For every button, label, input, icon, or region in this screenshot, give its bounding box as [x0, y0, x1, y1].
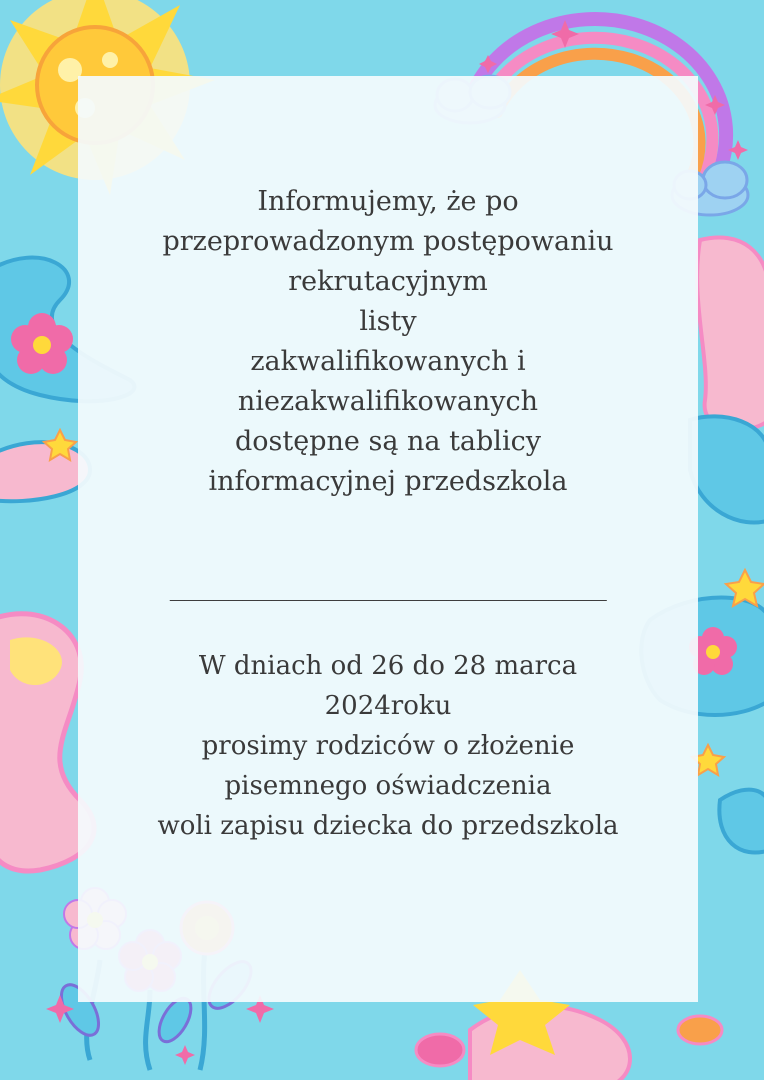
announcement-line: woli zapisu dziecka do przedszkola	[157, 811, 619, 841]
notice-line: dostępne są na tablicy	[235, 426, 541, 457]
announcement-line: W dniach od 26 do 28 marca	[198, 651, 578, 681]
divider-line: ______________________________	[169, 572, 607, 601]
announcement-line: 2024roku	[324, 691, 452, 721]
announcement-line: prosimy rodziców o złożenie	[201, 731, 575, 761]
notice-line: Informujemy, że po	[257, 186, 519, 217]
notice-line: zakwalifikowanych i	[250, 346, 526, 377]
notice-line: niezakwalifikowanych	[237, 386, 539, 417]
notice-line: listy	[359, 306, 417, 337]
announcement-line: pisemnego oświadczenia	[224, 771, 552, 801]
notice-line: rekrutacyjnym	[288, 266, 488, 297]
notice-line: przeprowadzonym postępowaniu	[162, 226, 614, 257]
declaration-announcement	[78, 646, 698, 846]
notice-line: informacyjnej przedszkola	[208, 466, 568, 497]
recruitment-notice	[78, 182, 698, 502]
